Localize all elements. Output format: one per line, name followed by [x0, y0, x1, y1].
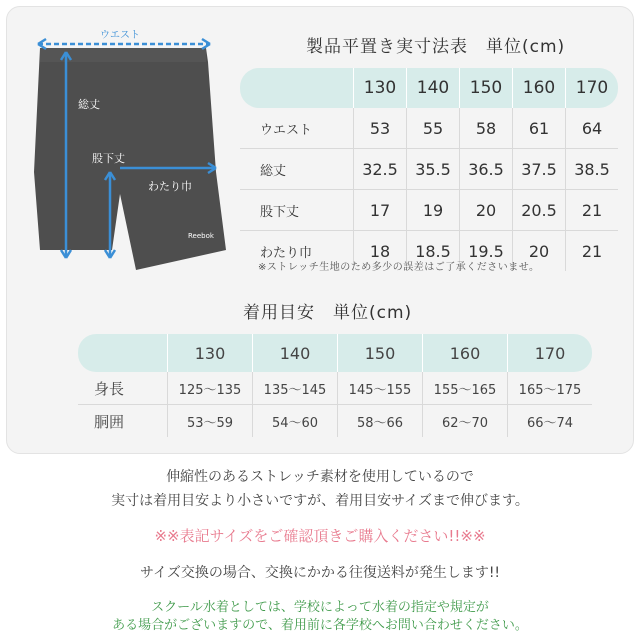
size-table-title: 製品平置き実寸法表 単位(cm): [306, 37, 566, 57]
table-cell: 58: [459, 108, 512, 148]
row-label: 身長: [94, 379, 125, 398]
table-cell: 53〜59: [167, 404, 252, 437]
table-cell: 135〜145: [252, 372, 337, 404]
row-label: 総丈: [240, 148, 353, 189]
size-header-cell: 130: [353, 68, 406, 108]
table-cell: 62〜70: [422, 404, 507, 437]
row-label: わたり巾: [240, 230, 353, 271]
guide-table-header: [78, 334, 592, 372]
table-cell: 125〜135: [167, 372, 252, 404]
table-cell: 145〜155: [337, 372, 422, 404]
size-header-cell: 140: [406, 68, 459, 108]
header-empty-cell: [240, 68, 353, 108]
school-note-line1: スクール水着としては、学校によって水着の指定や規定が: [151, 600, 489, 615]
size-header-cell: 150: [337, 334, 422, 372]
size-header-cell: 150: [459, 68, 512, 108]
row-label: 股下丈: [240, 189, 353, 230]
size-table: [240, 68, 618, 271]
table-cell: 19.5: [459, 230, 512, 271]
length-label: 総丈: [78, 98, 100, 111]
table-cell: 54〜60: [252, 404, 337, 437]
size-header-cell: 130: [167, 334, 252, 372]
table-row: [78, 372, 592, 404]
brand-logo: Reebok: [188, 232, 214, 240]
table-cell: 17: [353, 189, 406, 230]
table-cell: 21: [565, 230, 618, 271]
table-cell: 19: [406, 189, 459, 230]
row-label: 胴囲: [78, 404, 167, 437]
size-table-header: [240, 68, 618, 108]
thigh-label: わたり巾: [148, 180, 192, 193]
stretch-note-line2: 実寸は着用目安より小さいですが、着用目安サイズまで伸びます。: [111, 493, 529, 509]
table-row: [240, 189, 618, 230]
table-cell: 18.5: [406, 230, 459, 271]
table-cell: 20: [459, 189, 512, 230]
stretch-note-line1: 伸縮性のあるストレッチ素材を使用しているので: [166, 469, 474, 485]
size-header-cell: 170: [565, 68, 618, 108]
table-cell: 61: [512, 108, 565, 148]
table-cell: 155〜165: [422, 372, 507, 404]
table-cell: 38.5: [565, 148, 618, 189]
table-cell: 53: [353, 108, 406, 148]
header-empty-cell: [78, 334, 167, 372]
exchange-note: サイズ交換の場合、交換にかかる往復送料が発生します!!: [139, 565, 501, 581]
guide-table-title: 着用目安 単位(cm): [243, 303, 413, 323]
table-cell: 37.5: [512, 148, 565, 189]
size-header-cell: 160: [512, 68, 565, 108]
size-header-cell: 170: [507, 334, 592, 372]
size-header-cell: 140: [252, 334, 337, 372]
size-header-cell: 160: [422, 334, 507, 372]
table-cell: 21: [565, 189, 618, 230]
table-cell: 18: [353, 230, 406, 271]
table-cell: 64: [565, 108, 618, 148]
table-cell: 55: [406, 108, 459, 148]
table-cell: 35.5: [406, 148, 459, 189]
guide-table: [78, 334, 592, 437]
table-cell: 66〜74: [507, 404, 592, 437]
row-label: ウエスト: [260, 122, 313, 138]
table-row: [240, 108, 618, 148]
waist-label: ウエスト: [100, 30, 140, 41]
table-cell: 32.5: [353, 148, 406, 189]
table-cell: 20: [512, 230, 565, 271]
table-cell: 20.5: [512, 189, 565, 230]
measurement-note: ※ストレッチ生地のため多少の誤差はご了承くださいませ。: [258, 262, 540, 273]
table-cell: 165〜175: [507, 372, 592, 404]
table-cell: 36.5: [459, 148, 512, 189]
table-row: [240, 148, 618, 189]
inseam-label: 股下丈: [92, 152, 125, 165]
table-cell: 58〜66: [337, 404, 422, 437]
school-note-line2: ある場合がございますので、着用前に各学校へお問い合わせください。: [112, 618, 528, 633]
size-warning: ※※表記サイズをご確認頂きご購入ください!!※※: [154, 527, 486, 545]
table-row: [78, 404, 592, 437]
shorts-diagram: [20, 22, 230, 282]
